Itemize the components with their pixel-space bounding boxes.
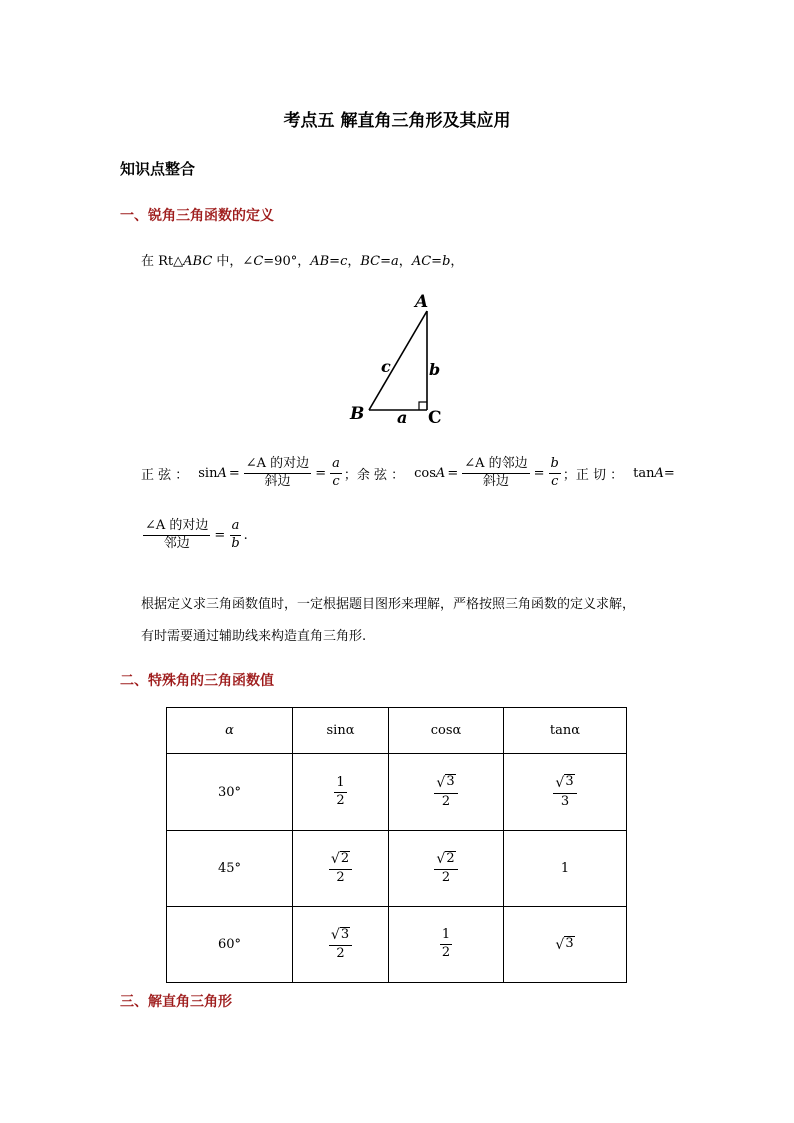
fraction-denominator: 2 — [336, 946, 345, 962]
value-cell — [389, 831, 504, 907]
square-root — [555, 774, 574, 789]
note-line-1: 根据定义求三角函数值时，一定根据题目图形来理解，严格按照三角函数的定义求解， — [141, 597, 636, 612]
header-tan: tanα — [504, 708, 627, 754]
value-cell — [389, 907, 504, 983]
vertex-label-c: C — [428, 408, 442, 428]
value-fraction — [329, 927, 352, 962]
radical-sign: √ — [436, 851, 446, 868]
radicand: 3 — [340, 926, 350, 942]
sine-definition-fraction — [244, 457, 311, 490]
radical-sign: √ — [555, 936, 565, 953]
value-fraction — [434, 774, 457, 809]
sine-ratio-fraction — [330, 457, 342, 490]
fraction-denominator: b — [231, 535, 240, 551]
tangent-ratio-fraction — [229, 519, 241, 552]
fraction-numerator: b — [549, 457, 561, 474]
value-fraction — [440, 928, 452, 961]
vertex-label-b: B — [350, 404, 365, 424]
equals-sign: = — [533, 465, 545, 481]
fraction-denominator: 邻边 — [163, 535, 190, 551]
fraction-denominator: 2 — [336, 792, 345, 808]
sine-label: 正 弦 ： — [141, 467, 189, 483]
intro-text: ， — [450, 254, 464, 269]
square-root — [436, 774, 455, 789]
right-triangle-figure — [345, 290, 455, 430]
heading-solve-right-triangle: 三、解直角三角形 — [120, 994, 232, 1010]
fraction-numerator: ∠A 的对边 — [143, 519, 210, 536]
value-cell — [504, 907, 627, 983]
separator: ； — [562, 467, 576, 483]
separator: ； — [343, 467, 357, 483]
angle-cell: 30° — [167, 754, 293, 831]
heading-special-angles: 二、特殊角的三角函数值 — [120, 673, 274, 689]
intro-var: BC — [360, 254, 381, 269]
intro-var: AC — [411, 254, 432, 269]
fraction-denominator: 2 — [441, 793, 451, 809]
fraction-numerator — [329, 851, 352, 870]
radicand: 2 — [340, 850, 350, 866]
square-root — [331, 851, 350, 866]
fraction-numerator — [434, 851, 457, 870]
square-root — [436, 851, 455, 866]
equals-sign: = — [214, 527, 226, 543]
cosine-label: 余 弦 ： — [356, 467, 405, 483]
equals-sign: = — [447, 465, 459, 481]
radical-sign: √ — [436, 774, 446, 791]
fraction-denominator: 斜边 — [482, 473, 509, 489]
square-root — [555, 936, 574, 951]
angle-cell: 45° — [167, 831, 293, 907]
value-fraction — [553, 774, 576, 809]
angle-cell: 60° — [167, 907, 293, 983]
note-line-2: 有时需要通过辅助线来构造直角三角形. — [141, 629, 367, 644]
header-sin: sinα — [293, 708, 389, 754]
angle-var: A — [435, 465, 446, 481]
intro-var: ABC — [183, 254, 213, 269]
radicand: 3 — [565, 936, 574, 952]
fraction-denominator: 斜边 — [264, 473, 291, 489]
equals-sign: = — [228, 465, 240, 481]
fraction-numerator — [329, 927, 352, 946]
value-fraction — [329, 851, 352, 886]
square-root — [331, 927, 350, 942]
fraction-numerator: ∠A 的对边 — [244, 457, 311, 474]
trig-formula-line — [141, 457, 675, 490]
fraction-denominator: 2 — [441, 945, 451, 960]
radical-sign: √ — [330, 927, 340, 944]
cosine-function: cos — [414, 465, 436, 481]
value-fraction — [334, 776, 346, 809]
radicand: 3 — [446, 774, 455, 790]
right-angle-mark — [419, 402, 427, 410]
table-header-row — [167, 708, 627, 754]
intro-text: =90°， — [263, 254, 311, 269]
intro-text: ， — [398, 254, 412, 269]
angle-var: A — [217, 465, 227, 481]
value-cell: 1 — [504, 831, 627, 907]
intro-var: C — [253, 254, 264, 269]
fraction-numerator: ∠A 的邻边 — [462, 457, 529, 474]
value-cell — [293, 831, 389, 907]
tangent-function: tan — [633, 465, 655, 481]
value-cell — [293, 754, 389, 831]
radical-sign: √ — [555, 774, 565, 791]
intro-text: = — [431, 254, 443, 269]
intro-var: c — [340, 254, 348, 269]
fraction-numerator: a — [230, 519, 242, 536]
fraction-denominator: 3 — [560, 793, 570, 809]
vertex-label-a: A — [415, 292, 429, 312]
intro-var: AB — [310, 254, 330, 269]
tangent-definition-fraction — [143, 519, 210, 552]
intro-var: b — [442, 254, 451, 269]
value-cell — [293, 907, 389, 983]
side-label-c: c — [381, 357, 391, 376]
fraction-numerator: 1 — [334, 776, 346, 793]
equals-sign: = — [663, 465, 675, 481]
value-cell — [504, 754, 627, 831]
heading-definition: 一、锐角三角函数的定义 — [120, 208, 274, 224]
table-row — [167, 754, 627, 831]
fraction-denominator: 2 — [441, 870, 451, 886]
section-heading-knowledge: 知识点整合 — [120, 160, 196, 178]
period: . — [243, 527, 248, 543]
table-row — [167, 831, 627, 907]
equals-sign: = — [315, 465, 327, 481]
radicand: 2 — [446, 850, 455, 866]
page-title: 考点五 解直角三角形及其应用 — [283, 111, 511, 131]
intro-var: a — [391, 254, 399, 269]
value-fraction — [434, 851, 457, 886]
header-cos: cosα — [389, 708, 504, 754]
intro-text: = — [380, 254, 392, 269]
tangent-formula-line — [141, 519, 248, 552]
side-label-b: b — [429, 360, 441, 379]
fraction-denominator: 2 — [336, 870, 345, 886]
table-row — [167, 907, 627, 983]
side-label-a: a — [397, 408, 408, 427]
sine-function: sin — [198, 465, 218, 481]
intro-text: ， — [347, 254, 361, 269]
radicand: 3 — [565, 774, 574, 790]
intro-text: 在 Rt△ — [141, 254, 184, 269]
angle-var: A — [654, 465, 664, 481]
hypotenuse-line — [369, 311, 427, 410]
cosine-definition-fraction — [462, 457, 529, 490]
tangent-label: 正 切 ： — [575, 467, 624, 483]
value-cell — [389, 754, 504, 831]
fraction-denominator: c — [332, 473, 340, 489]
fraction-numerator: 1 — [440, 928, 452, 945]
intro-text: 中，∠ — [212, 254, 254, 269]
fraction-numerator — [434, 774, 457, 793]
header-alpha: α — [167, 708, 293, 754]
intro-line — [141, 250, 463, 269]
intro-text: = — [329, 254, 341, 269]
fraction-numerator: a — [330, 457, 342, 474]
special-angle-table — [166, 707, 627, 983]
fraction-numerator — [553, 774, 576, 793]
fraction-denominator: c — [551, 473, 559, 489]
cosine-ratio-fraction — [549, 457, 561, 490]
radical-sign: √ — [330, 851, 340, 868]
